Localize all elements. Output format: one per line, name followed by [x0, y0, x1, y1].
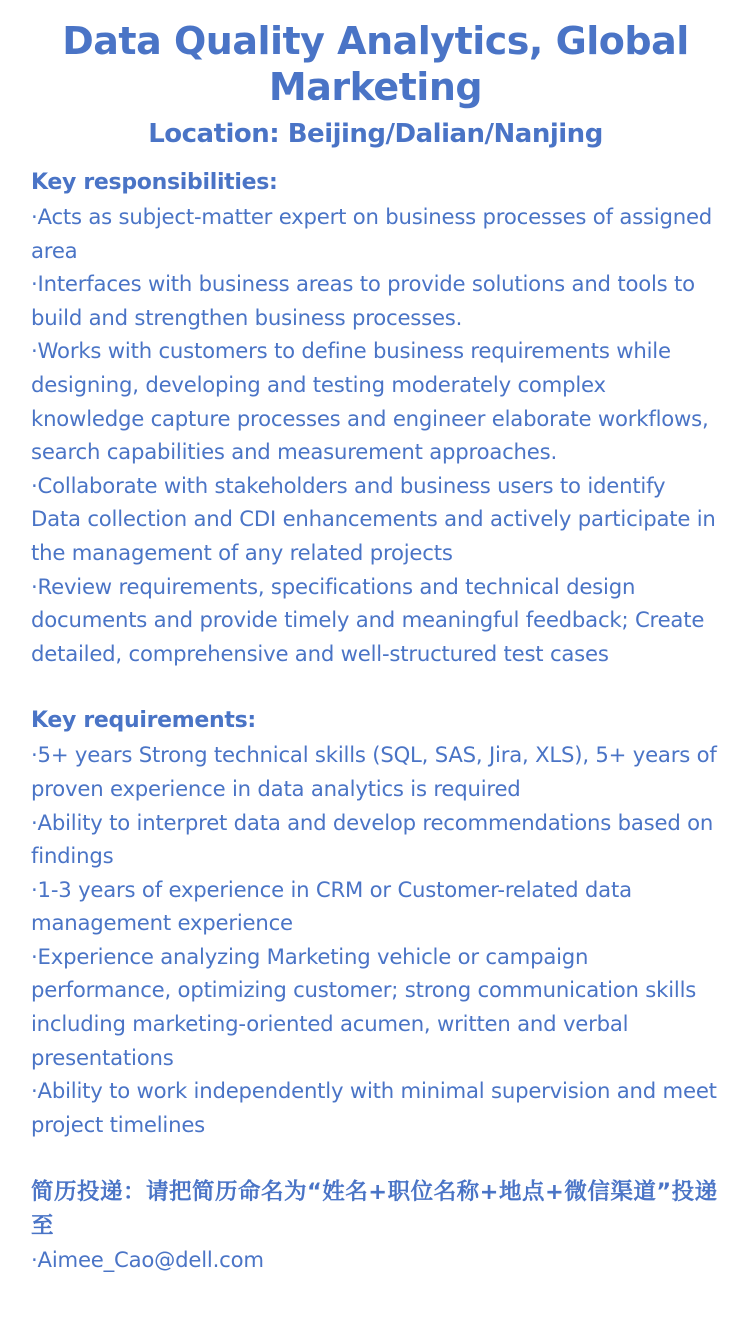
list-item-text: Collaborate with stakeholders and business users to identify Data collection and CDI enhancements and actively participate in the management of any related projects — [31, 472, 716, 565]
requirements-heading: Key requirements: — [31, 708, 256, 734]
list-item-text: Review requirements, specifications and technical design documents and provide timely and meaningful feedback; Create detailed, comprehensive and well-structured test cases — [31, 573, 705, 666]
list-item — [31, 200, 720, 267]
list-item-text: Interfaces with business areas to provide solutions and tools to build and strengthen business processes. — [31, 271, 695, 330]
job-location: Location: Beijing/Dalian/Nanjing — [148, 119, 603, 149]
requirements-section — [31, 704, 720, 1141]
bullet: · — [31, 573, 38, 599]
list-item-text: Works with customers to define business requirements while designing, developing and testing moderately complex knowledge capture processes and engineer elaborate workflows, search capabilities and measurement approaches. — [31, 338, 709, 465]
list-item-text: Ability to work independently with minimal supervision and meet project timelines — [31, 1078, 717, 1137]
list-item — [31, 738, 720, 805]
list-item — [31, 570, 720, 671]
application-section — [31, 1175, 720, 1277]
requirements-list — [31, 738, 720, 1141]
bullet: · — [31, 338, 38, 364]
list-item — [31, 1074, 720, 1141]
bullet: · — [31, 472, 38, 498]
list-item-text: Acts as subject-matter expert on business processes of assigned area — [31, 204, 713, 263]
bullet: · — [31, 876, 38, 902]
bullet: · — [31, 271, 38, 297]
list-item — [31, 1243, 720, 1277]
list-item — [31, 940, 720, 1074]
bullet: · — [31, 742, 38, 768]
bullet: · — [31, 1247, 38, 1273]
contact-list — [31, 1243, 720, 1277]
list-item — [31, 469, 720, 570]
list-item — [31, 873, 720, 940]
responsibilities-list — [31, 200, 720, 670]
contact-email[interactable]: Aimee_Cao@dell.com — [37, 1247, 264, 1273]
job-title: Data Quality Analytics, Global Marketing — [62, 19, 689, 109]
bullet: · — [31, 809, 38, 835]
bullet: · — [31, 943, 38, 969]
list-item — [31, 334, 720, 468]
list-item-text: 1-3 years of experience in CRM or Customer-related data management experience — [31, 876, 632, 936]
application-instructions: 简历投递：请把简历命名为“姓名+职位名称+地点+微信渠道”投递至 — [31, 1179, 718, 1240]
list-item — [31, 806, 720, 873]
list-item-text: Experience analyzing Marketing vehicle or campaign performance, optimizing customer; strong communication skills including marketing-oriented acumen, written and verbal presentations — [31, 943, 697, 1070]
responsibilities-section — [31, 166, 720, 670]
list-item-text: 5+ years Strong technical skills (SQL, SAS, Jira, XLS), 5+ years of proven experience in data analytics is required — [31, 742, 717, 801]
bullet: · — [31, 1078, 38, 1104]
list-item — [31, 267, 720, 334]
list-item-text: Ability to interpret data and develop recommendations based on findings — [31, 809, 714, 869]
responsibilities-heading: Key responsibilities: — [31, 170, 278, 195]
bullet: · — [31, 204, 38, 229]
